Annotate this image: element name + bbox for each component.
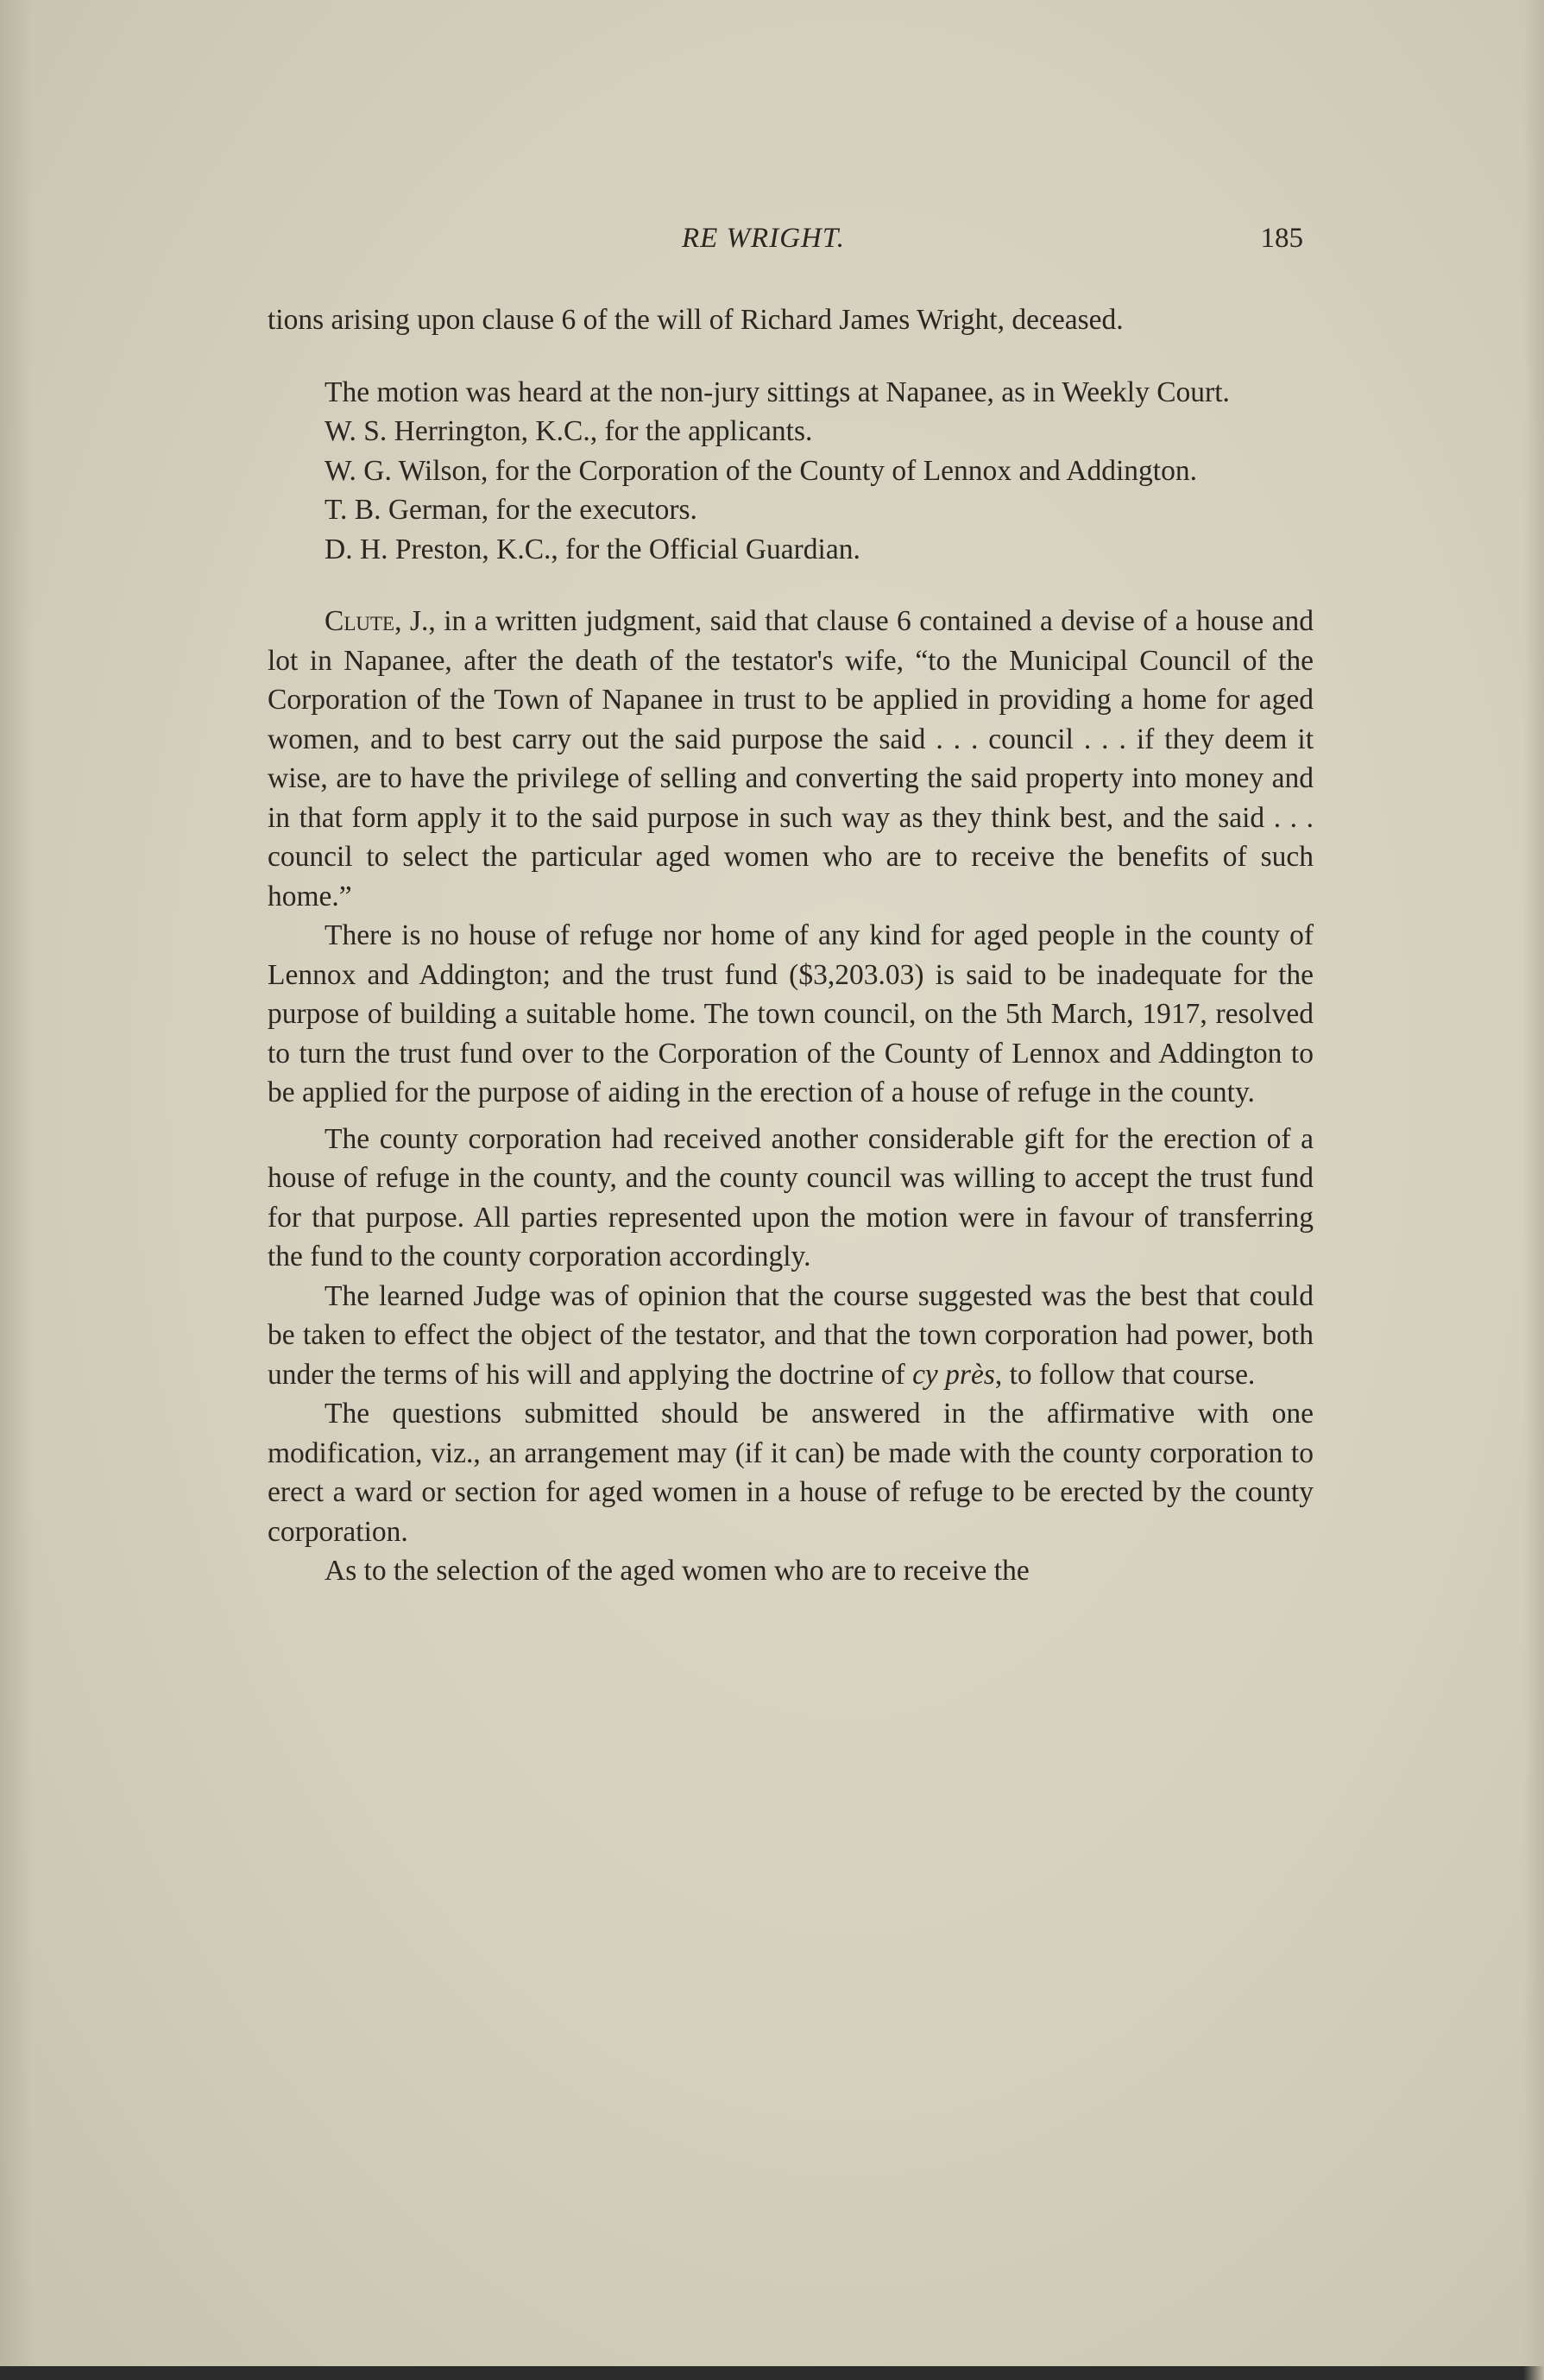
paragraph-selection: As to the selection of the aged women who are to receive the: [325, 1555, 1030, 1587]
bottom-page-edge: [0, 2366, 1544, 2380]
page-header: [268, 223, 1303, 266]
paragraph-questions-answered: The questions submitted should be answered in the affirmative with one modification, viz., an arrangement may (if it can) be made with the county corporation to erect a ward or section for aged women in a house of refuge to be erected by the county corporation.: [268, 1398, 1314, 1548]
learned-judge-text-before: The learned Judge was of opinion that the course suggested was the best that could be taken to effect the object of the testator, and that the town corporation had power, both under the terms of his will and applying the doctrine of: [268, 1279, 1314, 1391]
cy-pres-term: cy près: [912, 1358, 995, 1391]
counsel-line: W. G. Wilson, for the Corporation of the County of Lennox and Addington.: [325, 454, 1197, 487]
paragraph-county-corporation: The county corporation had received another considerable gift for the erection of a house of refuge in the county, and the county council was willing to accept the trust fund for that purpose. All parties represented upon the motion were in favour of transferring the fund to the county corporation accordingly.: [268, 1122, 1314, 1272]
paragraph-motion-heard: The motion was heard at the non-jury sittings at Napanee, as in Weekly Court.: [325, 376, 1230, 408]
learned-judge-text-after: , to follow that course.: [994, 1358, 1256, 1391]
paragraph-no-refuge: There is no house of refuge nor home of any kind for aged people in the county of Lennox and Addington; and the trust fund ($3,203.03) is said to be inadequate for the purpose of building a suitable home. The town council, on the 5th March, 1917, resolved to turn the trust fund over to the Corporation of the County of Lennox and Addington to be applied for the purpose of aiding in the erection of a house of refuge in the county.: [268, 919, 1314, 1108]
page-number: 185: [1260, 223, 1303, 254]
counsel-line: W. S. Herrington, K.C., for the applicants.: [325, 415, 813, 447]
body-text: [268, 300, 1314, 1591]
paragraph-learned-judge: [268, 1277, 1314, 1395]
running-head: RE WRIGHT.: [682, 223, 846, 254]
counsel-line: T. B. German, for the executors.: [325, 494, 697, 526]
counsel-line: D. H. Preston, K.C., for the Official Guardian.: [325, 533, 860, 565]
paragraph-judgment: [268, 602, 1314, 916]
judge-name: Clute: [325, 605, 395, 637]
paragraph-continuation: tions arising upon clause 6 of the will of Richard James Wright, deceased.: [268, 304, 1124, 336]
judgment-text: , J., in a written judgment, said that clause 6 contained a devise of a house and lot in Napanee, after the death of the testator's wife, “to the Municipal Council of the Corporation of the Town of Napanee in trust to be applied in providing a home for aged women, and to best carry out the said purpose the said . . . council . . . if they deem it wise, are to have the privilege of selling and converting the said property into money and in that form apply it to the said purpose in such way as they think best, and the said . . . council to select the particular aged women who are to receive the benefits of such home.”: [268, 605, 1314, 912]
